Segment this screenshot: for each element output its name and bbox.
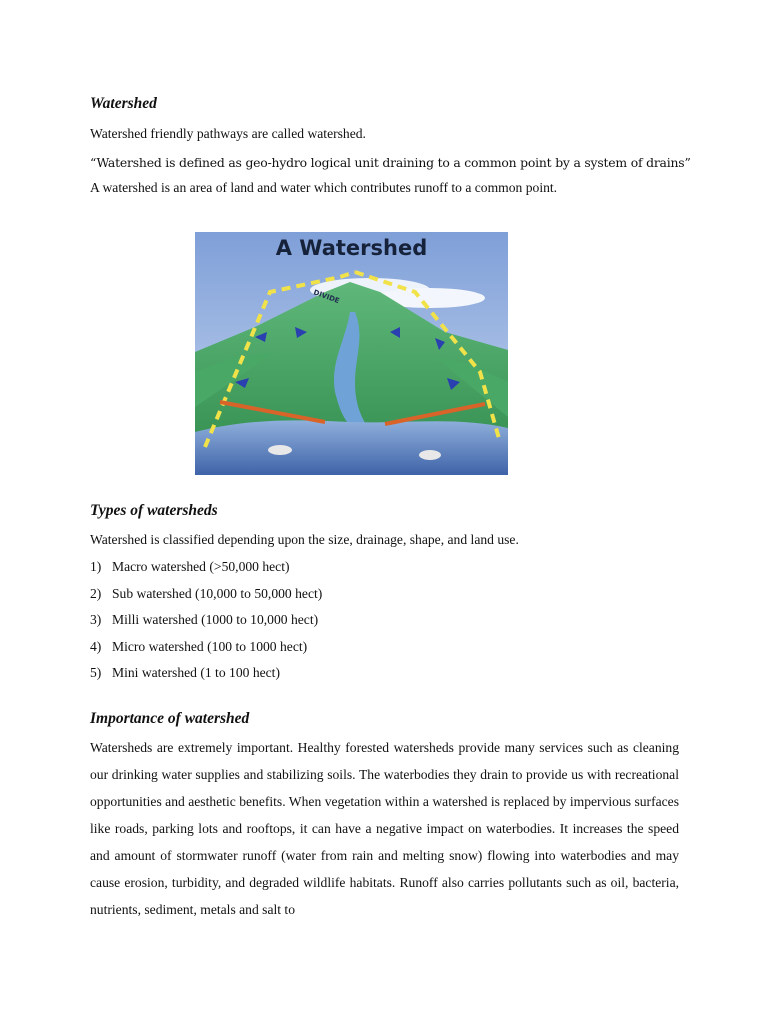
- heading-watershed: Watershed: [90, 95, 157, 112]
- divide-label: DIVIDE: [312, 288, 341, 306]
- list-item-text: Micro watershed (100 to 1000 hect): [112, 638, 308, 654]
- importance-paragraph: Watersheds are extremely important. Healthy forested watersheds provide many services such as cleaning our drinking water supplies and stabilizing soils. The waterbodies they drain to provide us with recreational opportunities and aesthetic benefits. When vegetation within a watershed is replaced by impervious surfaces like roads, parking lots and rooftops, it can have a negative impact on waterbodies. It increases the speed and amount of stormwater runoff (water from rain and melting snow) flowing into waterbodies and may cause erosion, turbidity, and degraded wildlife habitats. Runoff also carries pollutants such as oil, bacteria, nutrients, sediment, metals and salt to: [90, 740, 679, 917]
- list-item-text: Mini watershed (1 to 100 hect): [112, 665, 280, 681]
- heading-types: Types of watersheds: [90, 502, 218, 519]
- watershed-diagram: [195, 232, 508, 475]
- lake: [195, 420, 508, 475]
- watershed-illustration: [195, 232, 508, 475]
- heading-importance: Importance of watershed: [90, 710, 250, 727]
- list-item: [90, 559, 322, 586]
- list-item-text: Sub watershed (10,000 to 50,000 hect): [112, 585, 323, 601]
- list-item: [90, 586, 322, 613]
- list-item: [90, 612, 322, 639]
- types-list: [90, 559, 322, 692]
- list-item-number: 4): [90, 638, 102, 654]
- list-item-number: 1): [90, 559, 102, 574]
- types-intro: Watershed is classified depending upon the size, drainage, shape, and land use.: [90, 532, 519, 547]
- list-item: [90, 639, 322, 666]
- watershed-definition-2: A watershed is an area of land and water which contributes runoff to a common point.: [90, 180, 558, 195]
- list-item-number: 2): [90, 585, 102, 601]
- list-item: [90, 665, 322, 692]
- boat-right: [419, 450, 441, 460]
- list-item-number: 5): [90, 665, 102, 681]
- list-item-text: Milli watershed (1000 to 10,000 hect): [112, 612, 319, 628]
- boat-left: [268, 445, 292, 455]
- watershed-definition-quote: “Watershed is defined as geo-hydro logical unit draining to a common point by a system of drains”: [90, 155, 691, 170]
- figure-title: A Watershed: [275, 236, 428, 260]
- list-item-number: 3): [90, 612, 102, 628]
- list-item-text: Macro watershed (>50,000 hect): [112, 559, 290, 574]
- watershed-definition-1: Watershed friendly pathways are called watershed.: [90, 126, 366, 141]
